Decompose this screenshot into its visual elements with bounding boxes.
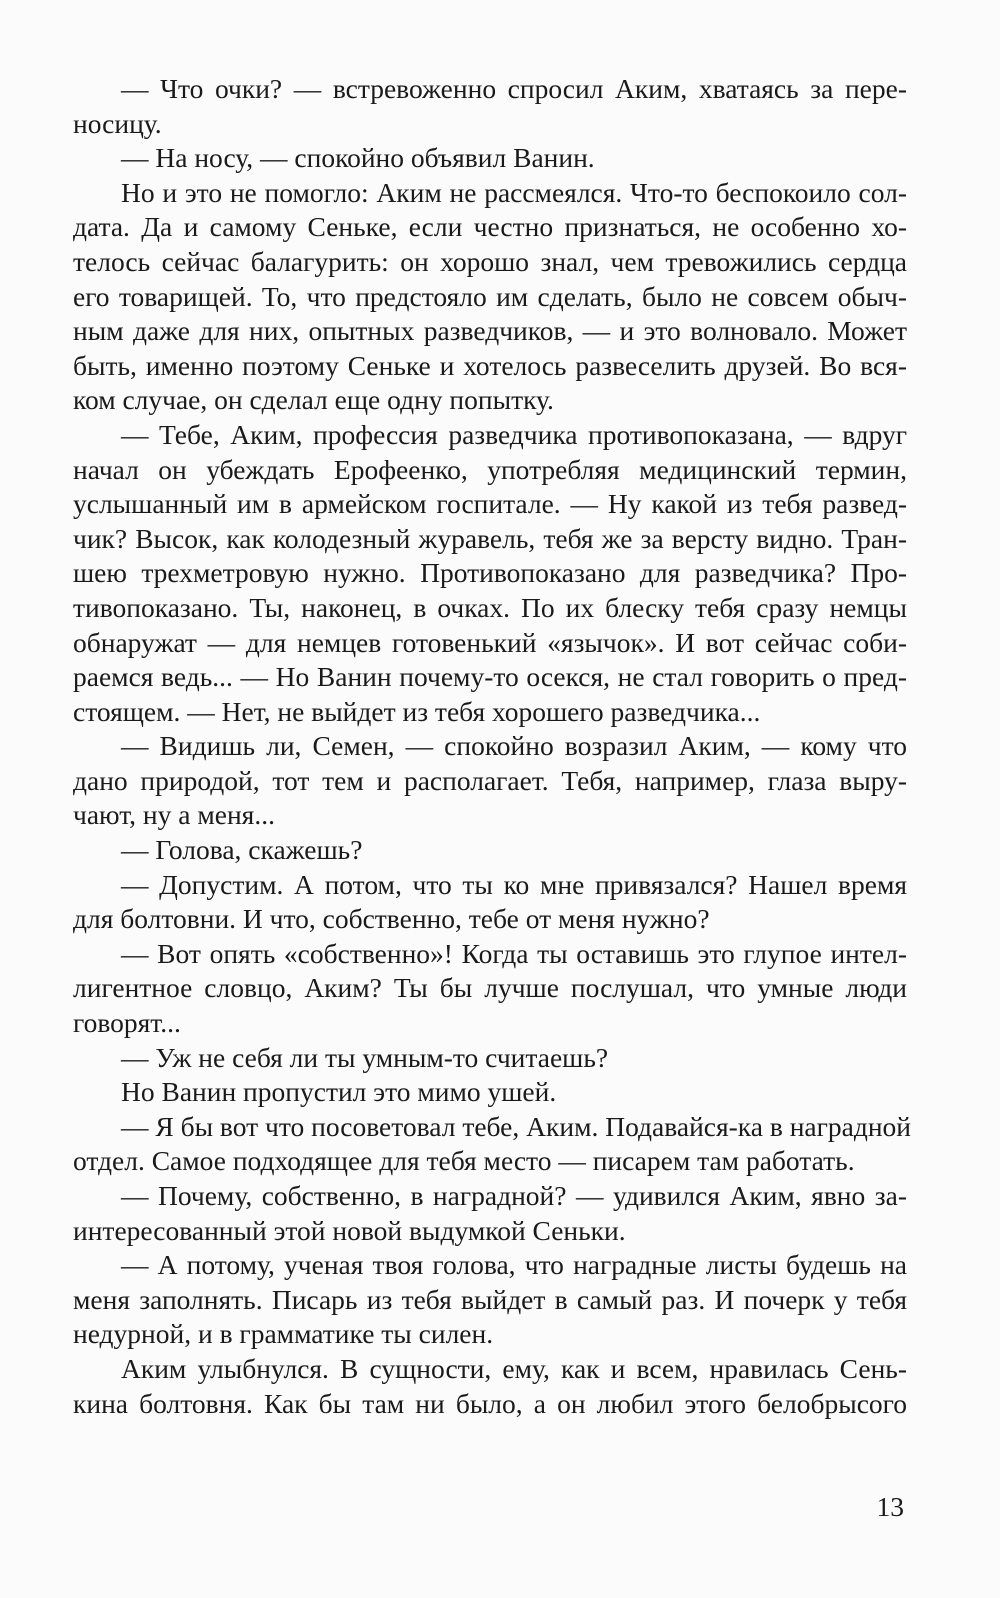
text-line: телось сейчас балагурить: он хорошо знал, чем тревожились сердца [73,245,907,277]
text-line: услышанный им в армейском госпитале. — Ну какой из тебя развед- [73,488,907,520]
body-text [73,72,912,1421]
text-line: — Допустим. А потом, что ты ко мне привязался? Нашел время [121,868,907,900]
text-line: — На носу, — спокойно объявил Ванин. [121,142,595,174]
text-line: дано природой, тот тем и располагает. Тебя, например, глаза выру- [73,764,907,796]
text-line: — Что очки? — встревоженно спросил Аким, хватаясь за пере- [121,73,907,104]
text-line: быть, именно поэтому Сеньке и хотелось развеселить друзей. Во вся- [73,349,907,381]
text-line: — А потому, ученая твоя голова, что наградные листы будешь на [121,1249,907,1281]
text-line: обнаружат — для немцев готовенький «язычок». И вот сейчас соби- [73,626,907,658]
text-line: его товарищей. То, что предстояло им сделать, было не совсем обыч- [73,280,907,312]
text-line: — Вот опять «собственно»! Когда ты оставишь это глупое интел- [121,937,907,969]
text-line: тивопоказано. Ты, наконец, в очках. По их блеску тебя сразу немцы [73,591,907,623]
text-line: Аким улыбнулся. В сущности, ему, как и всем, нравилась Сень- [121,1352,907,1384]
text-line: шею трехметровую нужно. Противопоказано для разведчика? Про- [73,557,907,589]
text-line: ным даже для них, опытных разведчиков, — и это волновало. Может [73,315,907,347]
text-line: говорят... [73,1007,181,1039]
page-number: 13 [876,1491,904,1522]
text-line: — Почему, собственно, в наградной? — удивился Аким, явно за- [121,1180,907,1211]
text-line: — Я бы вот что посоветовал тебе, Аким. Подавайся-ка в наградной [121,1110,912,1142]
text-line: для болтовни. И что, собственно, тебе от меня нужно? [73,903,710,935]
text-line: ком случае, он сделал еще одну попытку. [73,384,554,416]
text-line: чик? Высок, как колодезный журавель, тебя же за версту видно. Тран- [73,522,907,554]
text-line: раемся ведь... — Но Ванин почему-то осекся, не стал говорить о пред- [73,661,907,693]
text-line: носицу. [73,107,162,139]
text-line: Но Ванин пропустил это мимо ушей. [121,1076,557,1108]
text-line: — Уж не себя ли ты умным-то считаешь? [121,1041,609,1073]
text-line: лигентное словцо, Аким? Ты бы лучше послушал, что умные люди [73,972,907,1004]
text-line: стоящем. — Нет, не выйдет из тебя хорошего разведчика... [73,695,761,727]
text-line: интересованный этой новой выдумкой Сеньки. [73,1214,626,1246]
text-line: кина болтовня. Как бы там ни было, а он любил этого белобрысого [73,1387,907,1419]
text-line: отдел. Самое подходящее для тебя место — писарем там работать. [73,1145,855,1177]
text-line: начал он убеждать Ерофеенко, употребляя медицинский термин, [73,453,907,485]
text-line: Но и это не помогло: Аким не рассмеялся. Что-то беспокоило сол- [121,176,907,208]
text-line: меня заполнять. Писарь из тебя выйдет в самый раз. И почерк у тебя [73,1283,907,1315]
text-line: недурной, и в грамматике ты силен. [73,1318,494,1350]
text-line: дата. Да и самому Сеньке, если честно признаться, не особенно хо- [73,211,907,243]
text-line: чают, ну а меня... [73,799,275,831]
text-line: — Голова, скажешь? [121,834,363,866]
text-line: — Тебе, Аким, профессия разведчика противопоказана, — вдруг [121,418,907,450]
text-line: — Видишь ли, Семен, — спокойно возразил Аким, — кому что [121,730,907,762]
